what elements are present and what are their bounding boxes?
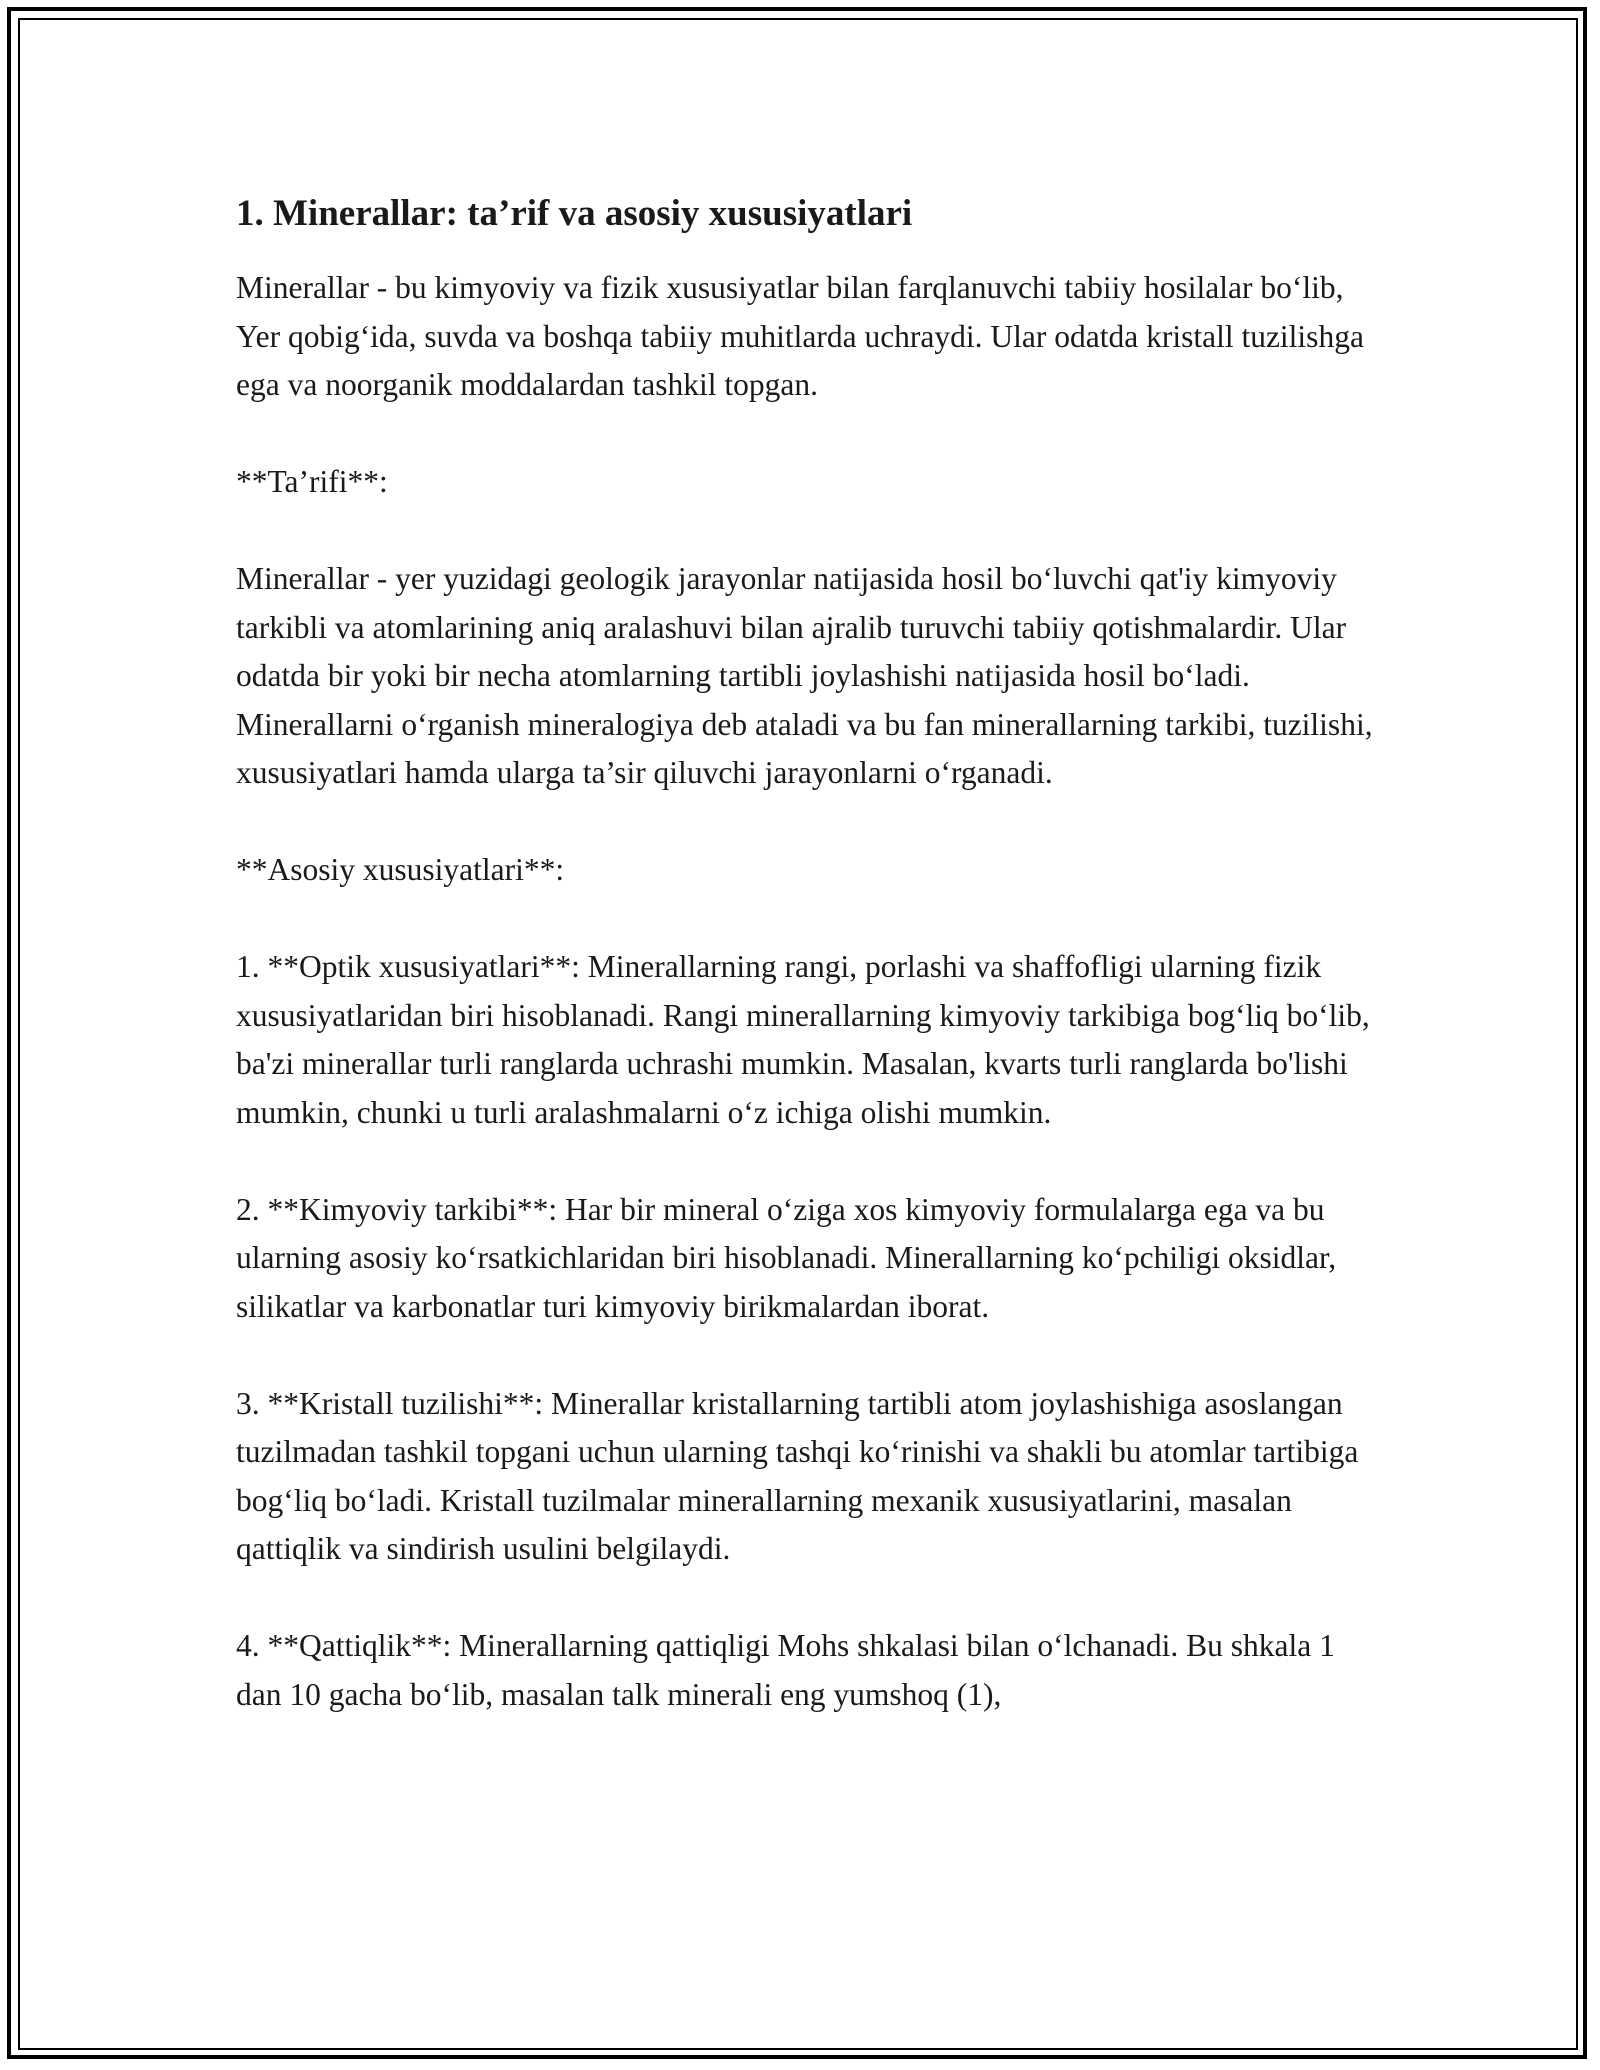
property-item-optical: 1. **Optik xususiyatlari**: Minerallarning rangi, porlashi va shaffofligi ularning fizik xususiyatlaridan biri hisoblanadi. Rangi minerallarning kimyoviy tarkibiga bog‘liq bo‘lib, ba'zi minerallar turli ranglarda uchrashi mumkin. Masalan, kvarts turli ranglarda bo'lishi mumkin, chunki u turli aralashmalarni o‘z ichiga olishi mumkin. [236,949,1370,1130]
property-item-chemical: 2. **Kimyoviy tarkibi**: Har bir mineral o‘ziga xos kimyoviy formulalarga ega va bu ularning asosiy ko‘rsatkichlaridan biri hisoblanadi. Minerallarning ko‘pchiligi oksidlar, silikatlar va karbonatlar turi kimyoviy birikmalardan iborat. [236,1191,1337,1324]
definition-heading: **Ta’rifi**: [236,464,388,500]
page-title: 1. Minerallar: ta’rif va asosiy xususiyatlari [236,193,913,234]
definition-paragraph: Minerallar - yer yuzidagi geologik jarayonlar natijasida hosil bo‘luvchi qat'iy kimyoviy tarkibli va atomlarining aniq aralashuvi bilan ajralib turuvchi tabiiy qotishmalardir. Ular odatda bir yoki bir necha atomlarning tartibli joylashishi natijasida hosil bo‘ladi. Minerallarni o‘rganish mineralogiya deb ataladi va bu fan minerallarning tarkibi, tuzilishi, xususiyatlari hamda ularga ta’sir qiluvchi jarayonlarni o‘rganadi. [236,561,1373,791]
document-body [236,182,1376,1768]
intro-paragraph: Minerallar - bu kimyoviy va fizik xususiyatlar bilan farqlanuvchi tabiiy hosilalar bo‘lib, Yer qobig‘ida, suvda va boshqa tabiiy muhitlarda uchraydi. Ular odatda kristall tuzilishga ega va noorganik moddalardan tashkil topgan. [236,270,1364,403]
property-item-hardness: 4. **Qattiqlik**: Minerallarning qattiqligi Mohs shkalasi bilan o‘lchanadi. Bu shkala 1 dan 10 gacha bo‘lib, masalan talk minerali eng yumshoq (1), [236,1628,1335,1712]
property-item-crystal: 3. **Kristall tuzilishi**: Minerallar kristallarning tartibli atom joylashishiga asoslangan tuzilmadan tashkil topgani uchun ularning tashqi ko‘rinishi va shakli bu atomlar tartibiga bog‘liq bo‘ladi. Kristall tuzilmalar minerallarning mexanik xususiyatlarini, masalan qattiqlik va sindirish usulini belgilaydi. [236,1385,1359,1567]
properties-heading: **Asosiy xususiyatlari**: [236,852,565,888]
